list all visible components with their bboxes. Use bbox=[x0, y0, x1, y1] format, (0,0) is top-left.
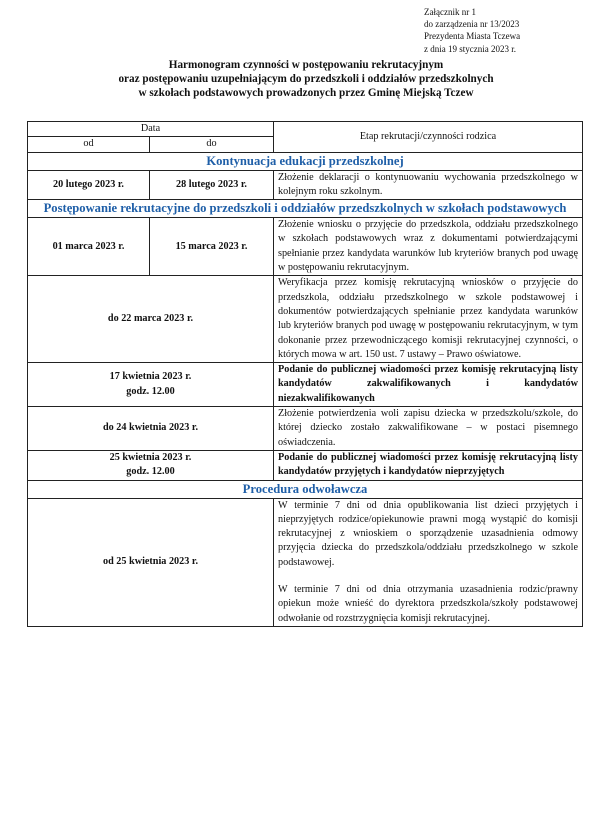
date-from-cell: 01 marca 2023 r. bbox=[28, 218, 150, 276]
annex-note bbox=[424, 6, 564, 55]
table-row bbox=[28, 276, 583, 363]
appeal-paragraph: W terminie 7 dni od dnia otrzymania uzasadnienia rodzic/prawny opiekun może wnieść do dyrektora przedszkola/szkoły podstawowej odwołanie od rozstrzygnięcia komisji rekrutacyjnej. bbox=[278, 584, 578, 624]
annex-line: z dnia 19 stycznia 2023 r. bbox=[424, 43, 516, 54]
table-row bbox=[28, 363, 583, 407]
annex-line: do zarządzenia nr 13/2023 bbox=[424, 19, 520, 30]
time-text: godz. 12.00 bbox=[126, 385, 175, 397]
date-cell bbox=[28, 450, 274, 480]
date-text: 25 kwietnia 2023 r. bbox=[109, 451, 192, 463]
stage-cell: Podanie do publicznej wiadomości przez komisję rekrutacyjną listy kandydatów przyjętych i kandydatów nieprzyjętych bbox=[274, 450, 583, 480]
section-row bbox=[28, 480, 583, 498]
section-row bbox=[28, 200, 583, 218]
table-row bbox=[28, 218, 583, 276]
section-row bbox=[28, 152, 583, 170]
header-date: Data bbox=[28, 122, 274, 137]
table-row bbox=[28, 498, 583, 626]
table-row bbox=[28, 407, 583, 451]
table-row bbox=[28, 450, 583, 480]
schedule-table bbox=[27, 121, 583, 627]
date-to-cell: 28 lutego 2023 r. bbox=[150, 170, 274, 200]
title-line: w szkołach podstawowych prowadzonych przez Gminę Miejską Tczew bbox=[138, 87, 474, 99]
date-text: 17 kwietnia 2023 r. bbox=[109, 371, 192, 383]
stage-cell: Złożenie wniosku o przyjęcie do przedszkola, oddziału przedszkolnego w szkołach podstawowych wraz z dokumentami potwierdzającymi spełnianie przez kandydata warunków lub kryteriów branych pod uwagę w postępowaniu rekrutacyjnym. bbox=[274, 218, 583, 276]
date-to-cell: 15 marca 2023 r. bbox=[150, 218, 274, 276]
date-cell: od 25 kwietnia 2023 r. bbox=[28, 498, 274, 626]
header-to: do bbox=[150, 137, 274, 152]
title-line: oraz postępowaniu uzupełniającym do przedszkoli i oddziałów przedszkolnych bbox=[118, 73, 494, 85]
document-title bbox=[0, 58, 612, 100]
date-cell: do 24 kwietnia 2023 r. bbox=[28, 407, 274, 451]
date-from-cell: 20 lutego 2023 r. bbox=[28, 170, 150, 200]
annex-line: Załącznik nr 1 bbox=[424, 7, 476, 17]
section-heading: Kontynuacja edukacji przedszkolnej bbox=[28, 152, 583, 170]
paragraph-gap bbox=[278, 570, 578, 583]
header-from: od bbox=[28, 137, 150, 152]
table-row bbox=[28, 170, 583, 200]
stage-cell: Złożenie potwierdzenia woli zapisu dziecka w przedszkolu/szkole, do której dziecko zostało zakwalifikowane – w postaci pisemnego oświadczenia. bbox=[274, 407, 583, 451]
section-heading: Postępowanie rekrutacyjne do przedszkoli i oddziałów przedszkolnych w szkołach podstawowych bbox=[28, 200, 583, 218]
title-line: Harmonogram czynności w postępowaniu rekrutacyjnym bbox=[168, 59, 444, 71]
time-text: godz. 12.00 bbox=[126, 466, 175, 478]
stage-cell bbox=[274, 498, 583, 626]
stage-cell: Weryfikacja przez komisję rekrutacyjną wniosków o przyjęcie do przedszkola, oddziału przedszkolnego w szkole podstawowej i dokumentów potwierdzających spełnianie przez kandydata warunków lub kryteriów branych pod uwagę w postępowaniu rekrutacyjnym, w tym dokonanie przez przewodniczącego komisji rekrutacyjnej czynności, o których mowa w art. 150 ust. 7 ustawy – Prawo oświatowe. bbox=[274, 276, 583, 363]
date-cell: do 22 marca 2023 r. bbox=[28, 276, 274, 363]
date-cell bbox=[28, 363, 274, 407]
stage-cell: Złożenie deklaracji o kontynuowaniu wychowania przedszkolnego w kolejnym roku szkolnym. bbox=[274, 170, 583, 200]
appeal-paragraph: W terminie 7 dni od dnia opublikowania list dzieci przyjętych i nieprzyjętych rodzice/opiekunowie prawni mogą wystąpić do komisji rekrutacyjnej z wnioskiem o sporządzenie uzasadnienia odmowy przyjęcia dziecka do przedszkola/oddziału przedszkolnego w szkole podstawowej. bbox=[278, 499, 578, 568]
header-row bbox=[28, 122, 583, 137]
section-heading: Procedura odwoławcza bbox=[28, 480, 583, 498]
header-stage: Etap rekrutacji/czynności rodzica bbox=[274, 122, 583, 153]
annex-line: Prezydenta Miasta Tczewa bbox=[424, 31, 521, 42]
stage-cell: Podanie do publicznej wiadomości przez komisję rekrutacyjną listy kandydatów zakwalifikowanych i kandydatów niezakwalifikowanych bbox=[274, 363, 583, 407]
